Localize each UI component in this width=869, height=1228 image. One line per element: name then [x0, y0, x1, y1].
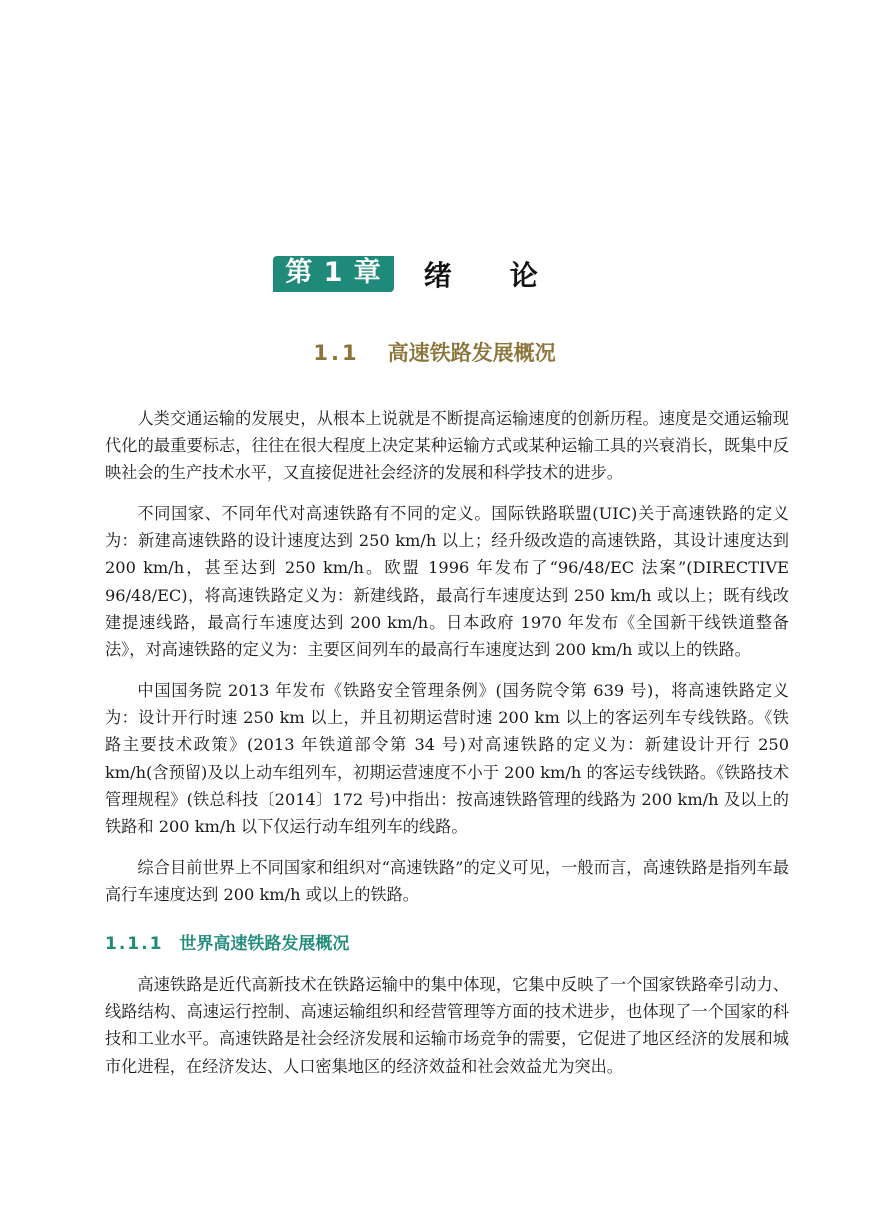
paragraph-summary: 综合目前世界上不同国家和组织对“高速铁路”的定义可见，一般而言，高速铁路是指列车最高行车速度达到 200 km/h 或以上的铁路。 — [105, 858, 789, 905]
chapter-label: 第 1 章 — [273, 256, 394, 292]
subsection-number: 1.1.1 — [105, 934, 164, 954]
chapter-title: 绪论 — [423, 259, 596, 292]
chapter-heading — [0, 256, 869, 292]
paragraph-definitions-china: 中国国务院 2013 年发布《铁路安全管理条例》(国务院令第 639 号)，将高速铁路定义为：设计开行时速 250 km 以上，并且初期运营时速 200 km 以上的客运列车专线铁路。《铁路主要技术政策》(2013 年铁道部令第 34 号)对高速铁路的定义为：新建设计开行 250 km/h(含预留)及以上动车组列车，初期运营速度不小于 200 km/h 的客运专线铁路。《铁路技术管理规程》(铁总科技〔2014〕172 号)中指出：按高速铁路管理的线路为 200 km/h 及以上的铁路和 200 km/h 以下仅运行动车组列车的线路。 — [105, 681, 789, 837]
paragraph-definitions-international: 不同国家、不同年代对高速铁路有不同的定义。国际铁路联盟(UIC)关于高速铁路的定义为：新建高速铁路的设计速度达到 250 km/h 以上；经升级改造的高速铁路，其设计速度达到 200 km/h，甚至达到 250 km/h。欧盟 1996 年发布了“96/48/EC 法案”(DIRECTIVE 96/48/EC)，将高速铁路定义为：新建线路，最高行车速度达到 250 km/h 或以上；既有线改建提速线路，最高行车速度达到 200 km/h。日本政府 1970 年发布《全国新干线铁道整备法》，对高速铁路的定义为：主要区间列车的最高行车速度达到 200 km/h 或以上的铁路。 — [105, 504, 789, 660]
subsection-title: 世界高速铁路发展概况 — [179, 934, 350, 954]
paragraph-world-overview: 高速铁路是近代高新技术在铁路运输中的集中体现，它集中反映了一个国家铁路牵引动力、线路结构、高速运行控制、高速运输组织和经营管理等方面的技术进步，也体现了一个国家的科技和工业水平。高速铁路是社会经济发展和运输市场竞争的需要，它促进了地区经济的发展和城市化进程，在经济发达、人口密集地区的经济效益和社会效益尤为突出。 — [105, 975, 789, 1076]
section-title: 高速铁路发展概况 — [387, 341, 556, 365]
section-number: 1.1 — [313, 341, 360, 365]
subsection-heading — [105, 929, 349, 954]
paragraph-intro: 人类交通运输的发展史，从根本上说就是不断提高运输速度的创新历程。速度是交通运输现代化的最重要标志，往往在很大程度上决定某种运输方式或某种运输工具的兴衰消长，既集中反映社会的生产技术水平，又直接促进社会经济的发展和科学技术的进步。 — [105, 409, 789, 483]
section-heading — [0, 337, 869, 367]
